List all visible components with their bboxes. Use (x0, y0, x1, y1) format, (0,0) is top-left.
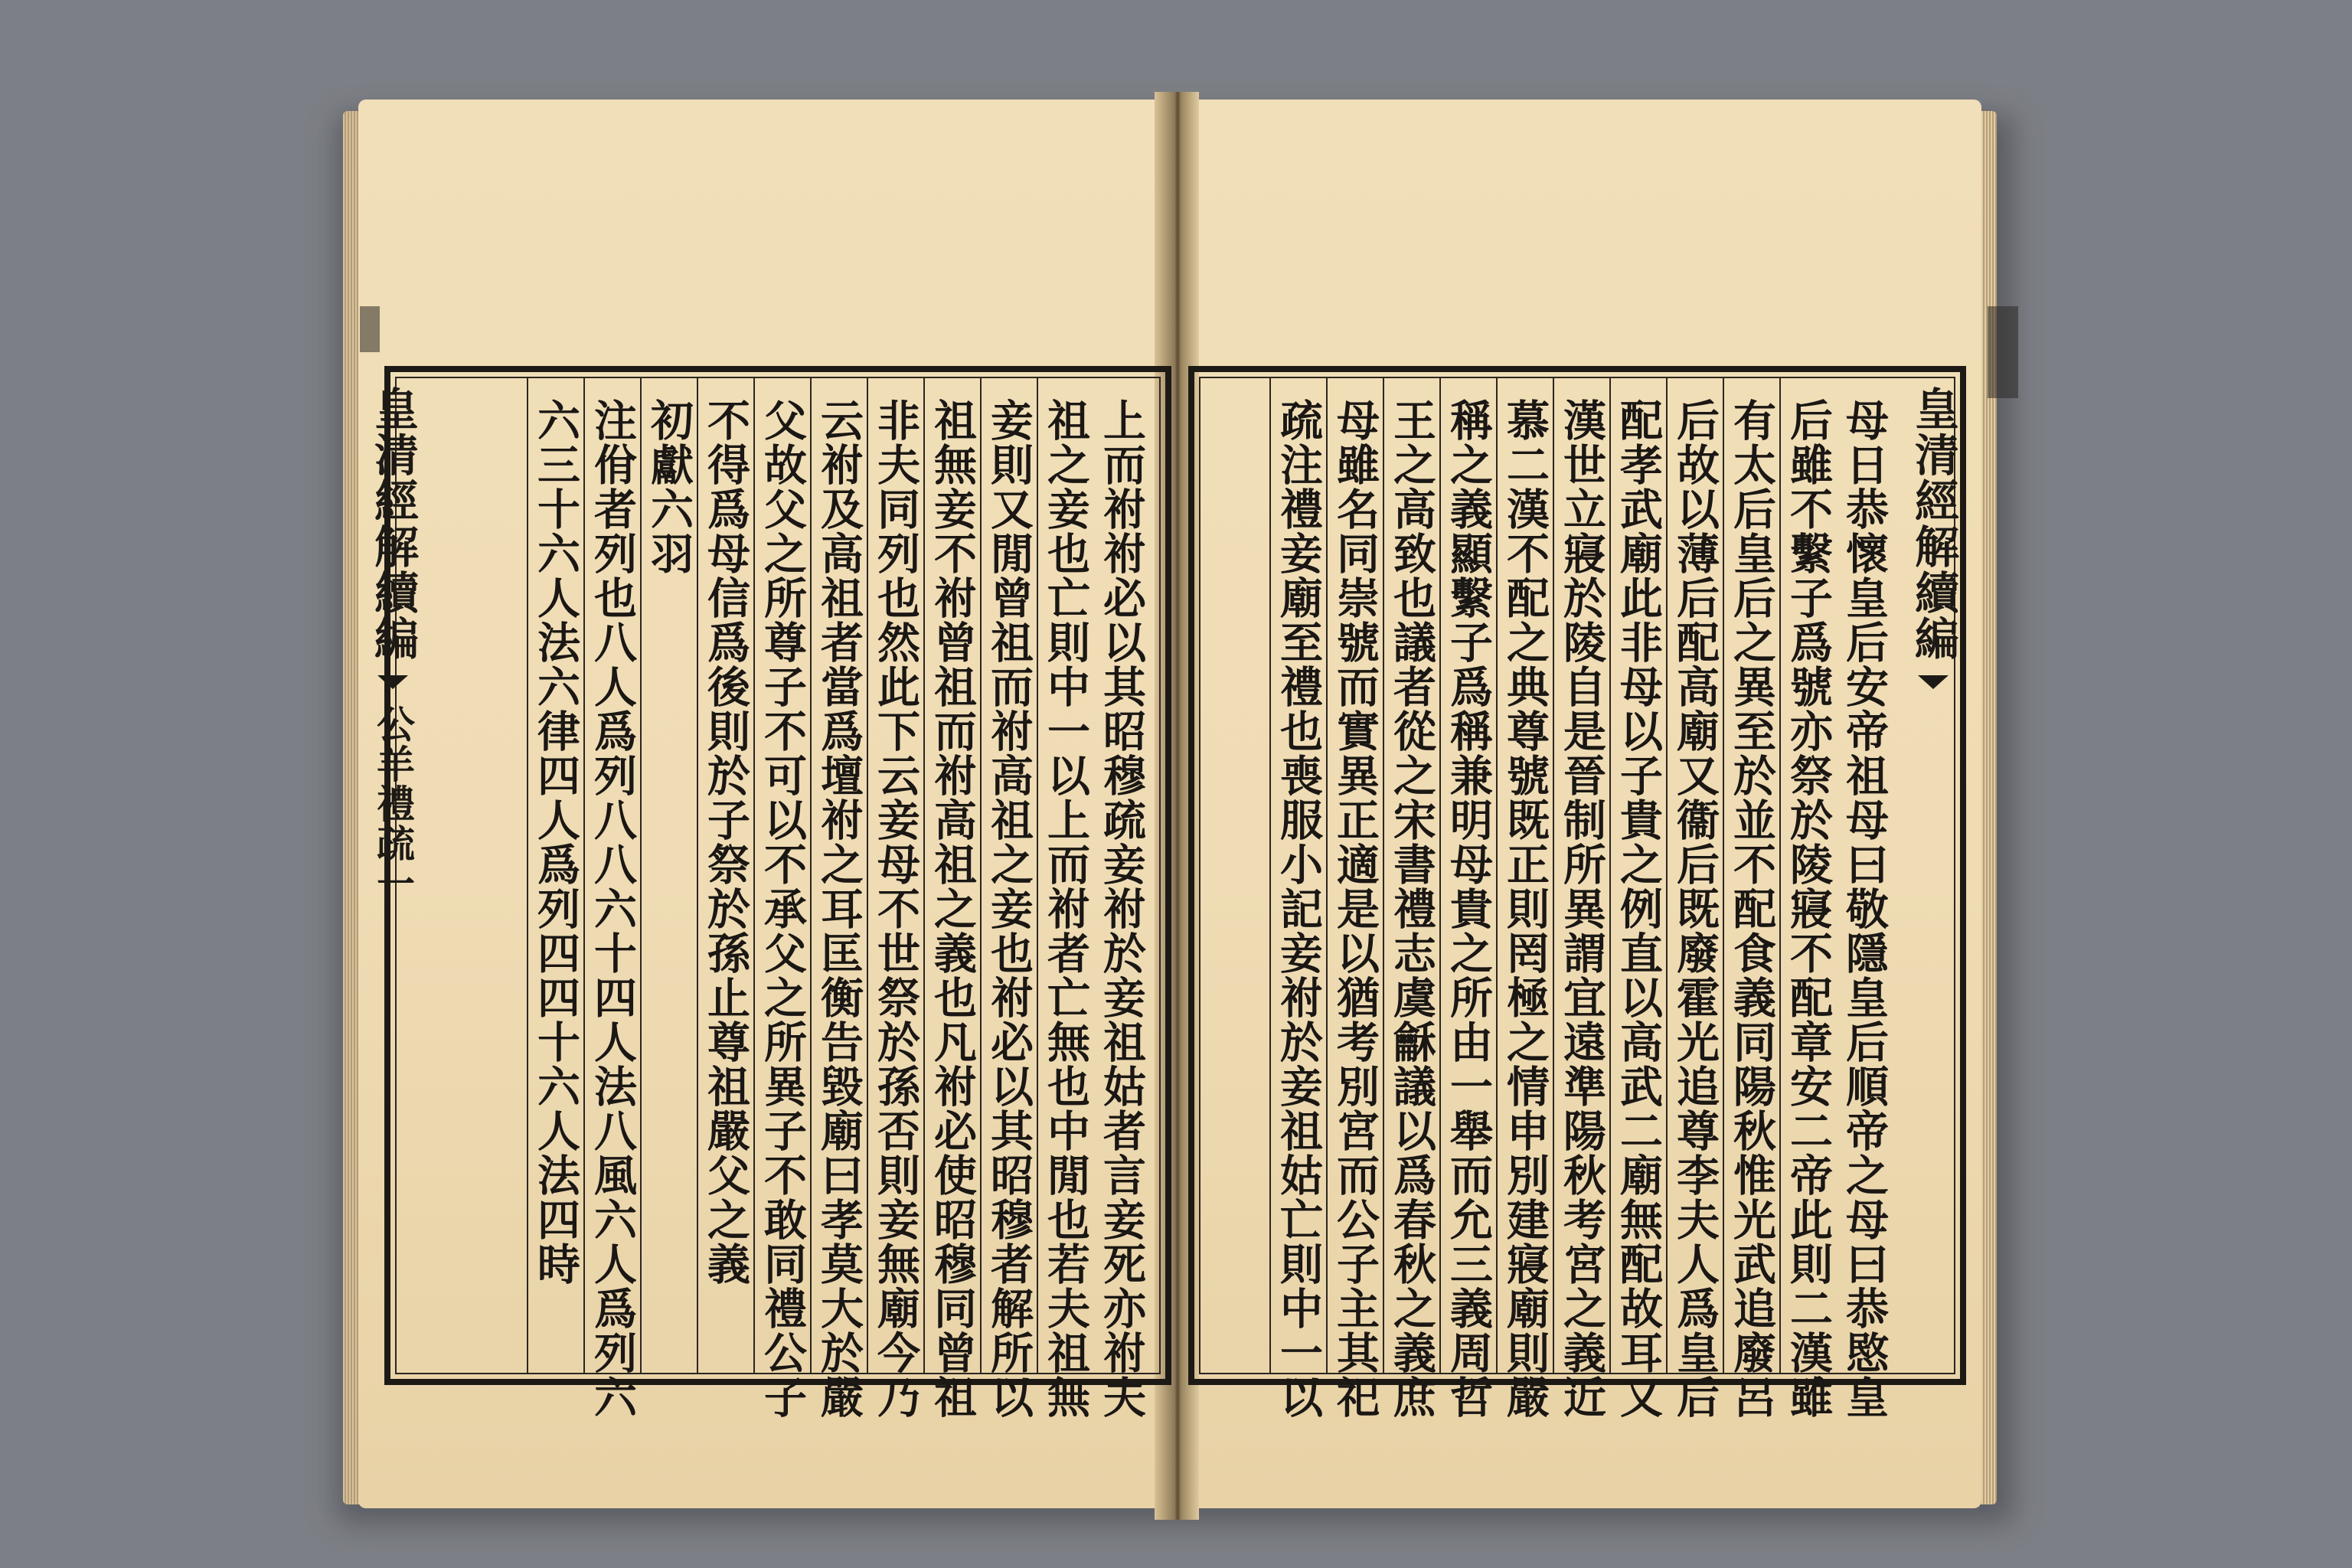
left-page-column (697, 378, 753, 1373)
left-banner-subtitle: 公羊禮疏一 (371, 704, 416, 903)
left-page-column (1037, 378, 1093, 1419)
left-banner (366, 368, 420, 1363)
column-text: 祖無妾不祔曾祖而祔高祖之義也凡祔必使昭穆同曾祖 (927, 398, 978, 1419)
column-text: 母雖名同崇號而實異正適是以猶考別宮而公子主其祀 (1330, 398, 1380, 1419)
left-text-frame (384, 366, 1171, 1419)
right-page-column (1723, 378, 1779, 1419)
left-page-column (867, 378, 923, 1419)
right-banner (1906, 368, 1960, 1363)
right-page-column (1666, 378, 1723, 1419)
column-text: 不得爲母信爲後則於子祭於孫止尊祖嚴父之義 (701, 398, 751, 1286)
left-banner-title: 皇清經解續編 (367, 386, 419, 662)
left-page-column (753, 378, 810, 1419)
right-page-column (1383, 378, 1439, 1419)
column-text: 慕二漢不配之典尊號既正則罔極之情申別建寢廟則嚴 (1500, 398, 1550, 1419)
right-page-column (1326, 378, 1383, 1419)
column-text: 漢世立寢於陵自是晉制所異謂宜遠準陽秋考宮之義近 (1557, 398, 1607, 1419)
column-text: 配孝武廟此非母以子貴之例直以高武二廟無配故耳又 (1613, 398, 1664, 1419)
left-page-column (527, 378, 583, 1373)
left-frame-inner (395, 377, 1161, 1419)
column-text: 六三十六人法六律四人爲列四四十六人法四時 (531, 398, 581, 1286)
column-text: 云祔及高祖者當爲壇祔之耳匡衡告毀廟曰孝莫大於嚴 (814, 398, 864, 1419)
fold-mark-icon (377, 675, 408, 689)
left-page-column (923, 378, 980, 1419)
column-text: 有太后皇后之異至於並不配食義同陽秋惟光武追廢呂 (1726, 398, 1777, 1419)
left-page-column (1093, 378, 1150, 1419)
column-text: 祖之妾也亡則中一以上而祔者亡無也中閒也若夫祖無 (1040, 398, 1091, 1419)
right-page-column (1609, 378, 1666, 1419)
ink-bleed-left (360, 306, 380, 352)
left-columns (397, 378, 1159, 1419)
right-page-column (1553, 378, 1609, 1419)
right-page-column (1269, 378, 1326, 1419)
left-page-column (640, 378, 697, 1373)
column-text: 注佾者列也八人爲列八八六十四人法八風六人爲列六 (587, 398, 638, 1419)
column-text: 后雖不繫子爲號亦祭於陵寢不配章安二帝此則二漢雖 (1783, 398, 1834, 1419)
ink-bleed-right (1988, 306, 2018, 398)
right-text-frame (1188, 366, 1966, 1419)
right-columns (1200, 378, 1954, 1419)
right-page-column (1496, 378, 1553, 1419)
left-page-column (810, 378, 867, 1419)
column-text: 稱之義顯繫子爲稱兼明母貴之所由一舉而允三義周哲 (1443, 398, 1494, 1419)
right-page-column (1836, 378, 1893, 1419)
left-page-column (980, 378, 1037, 1419)
right-page-column (1439, 378, 1496, 1419)
left-page-column (583, 378, 640, 1419)
fold-mark-icon (1918, 675, 1949, 689)
column-text: 非夫同列也然此下云妾母不世祭於孫否則妾無廟今乃 (871, 398, 921, 1419)
column-text: 母日恭懷皇后安帝祖母曰敬隱皇后順帝之母曰恭愍皇 (1839, 398, 1890, 1419)
right-page-column (1779, 378, 1836, 1419)
column-text: 后故以薄后配高廟又衞后既廢霍光追尊李夫人爲皇后 (1670, 398, 1720, 1419)
right-frame-inner (1199, 377, 1955, 1419)
right-banner-title: 皇清經解續編 (1907, 386, 1959, 662)
column-text: 王之高致也議者從之宋書禮志虞龢議以爲春秋之義庶 (1387, 398, 1437, 1419)
column-text: 疏注禮妾廟至禮也喪服小記妾祔於妾祖姑亡則中一以 (1273, 398, 1324, 1419)
column-text: 初獻六羽 (644, 398, 694, 576)
column-text: 妾則又閒曾祖而祔高祖之妾也祔必以其昭穆者解所以 (984, 398, 1034, 1419)
column-text: 父故父之所尊子不可以不承父之所異子不敢同禮公子 (757, 398, 808, 1419)
column-text: 上而祔祔必以其昭穆疏妾祔於妾祖姑者言妾死亦祔夫 (1096, 398, 1147, 1419)
